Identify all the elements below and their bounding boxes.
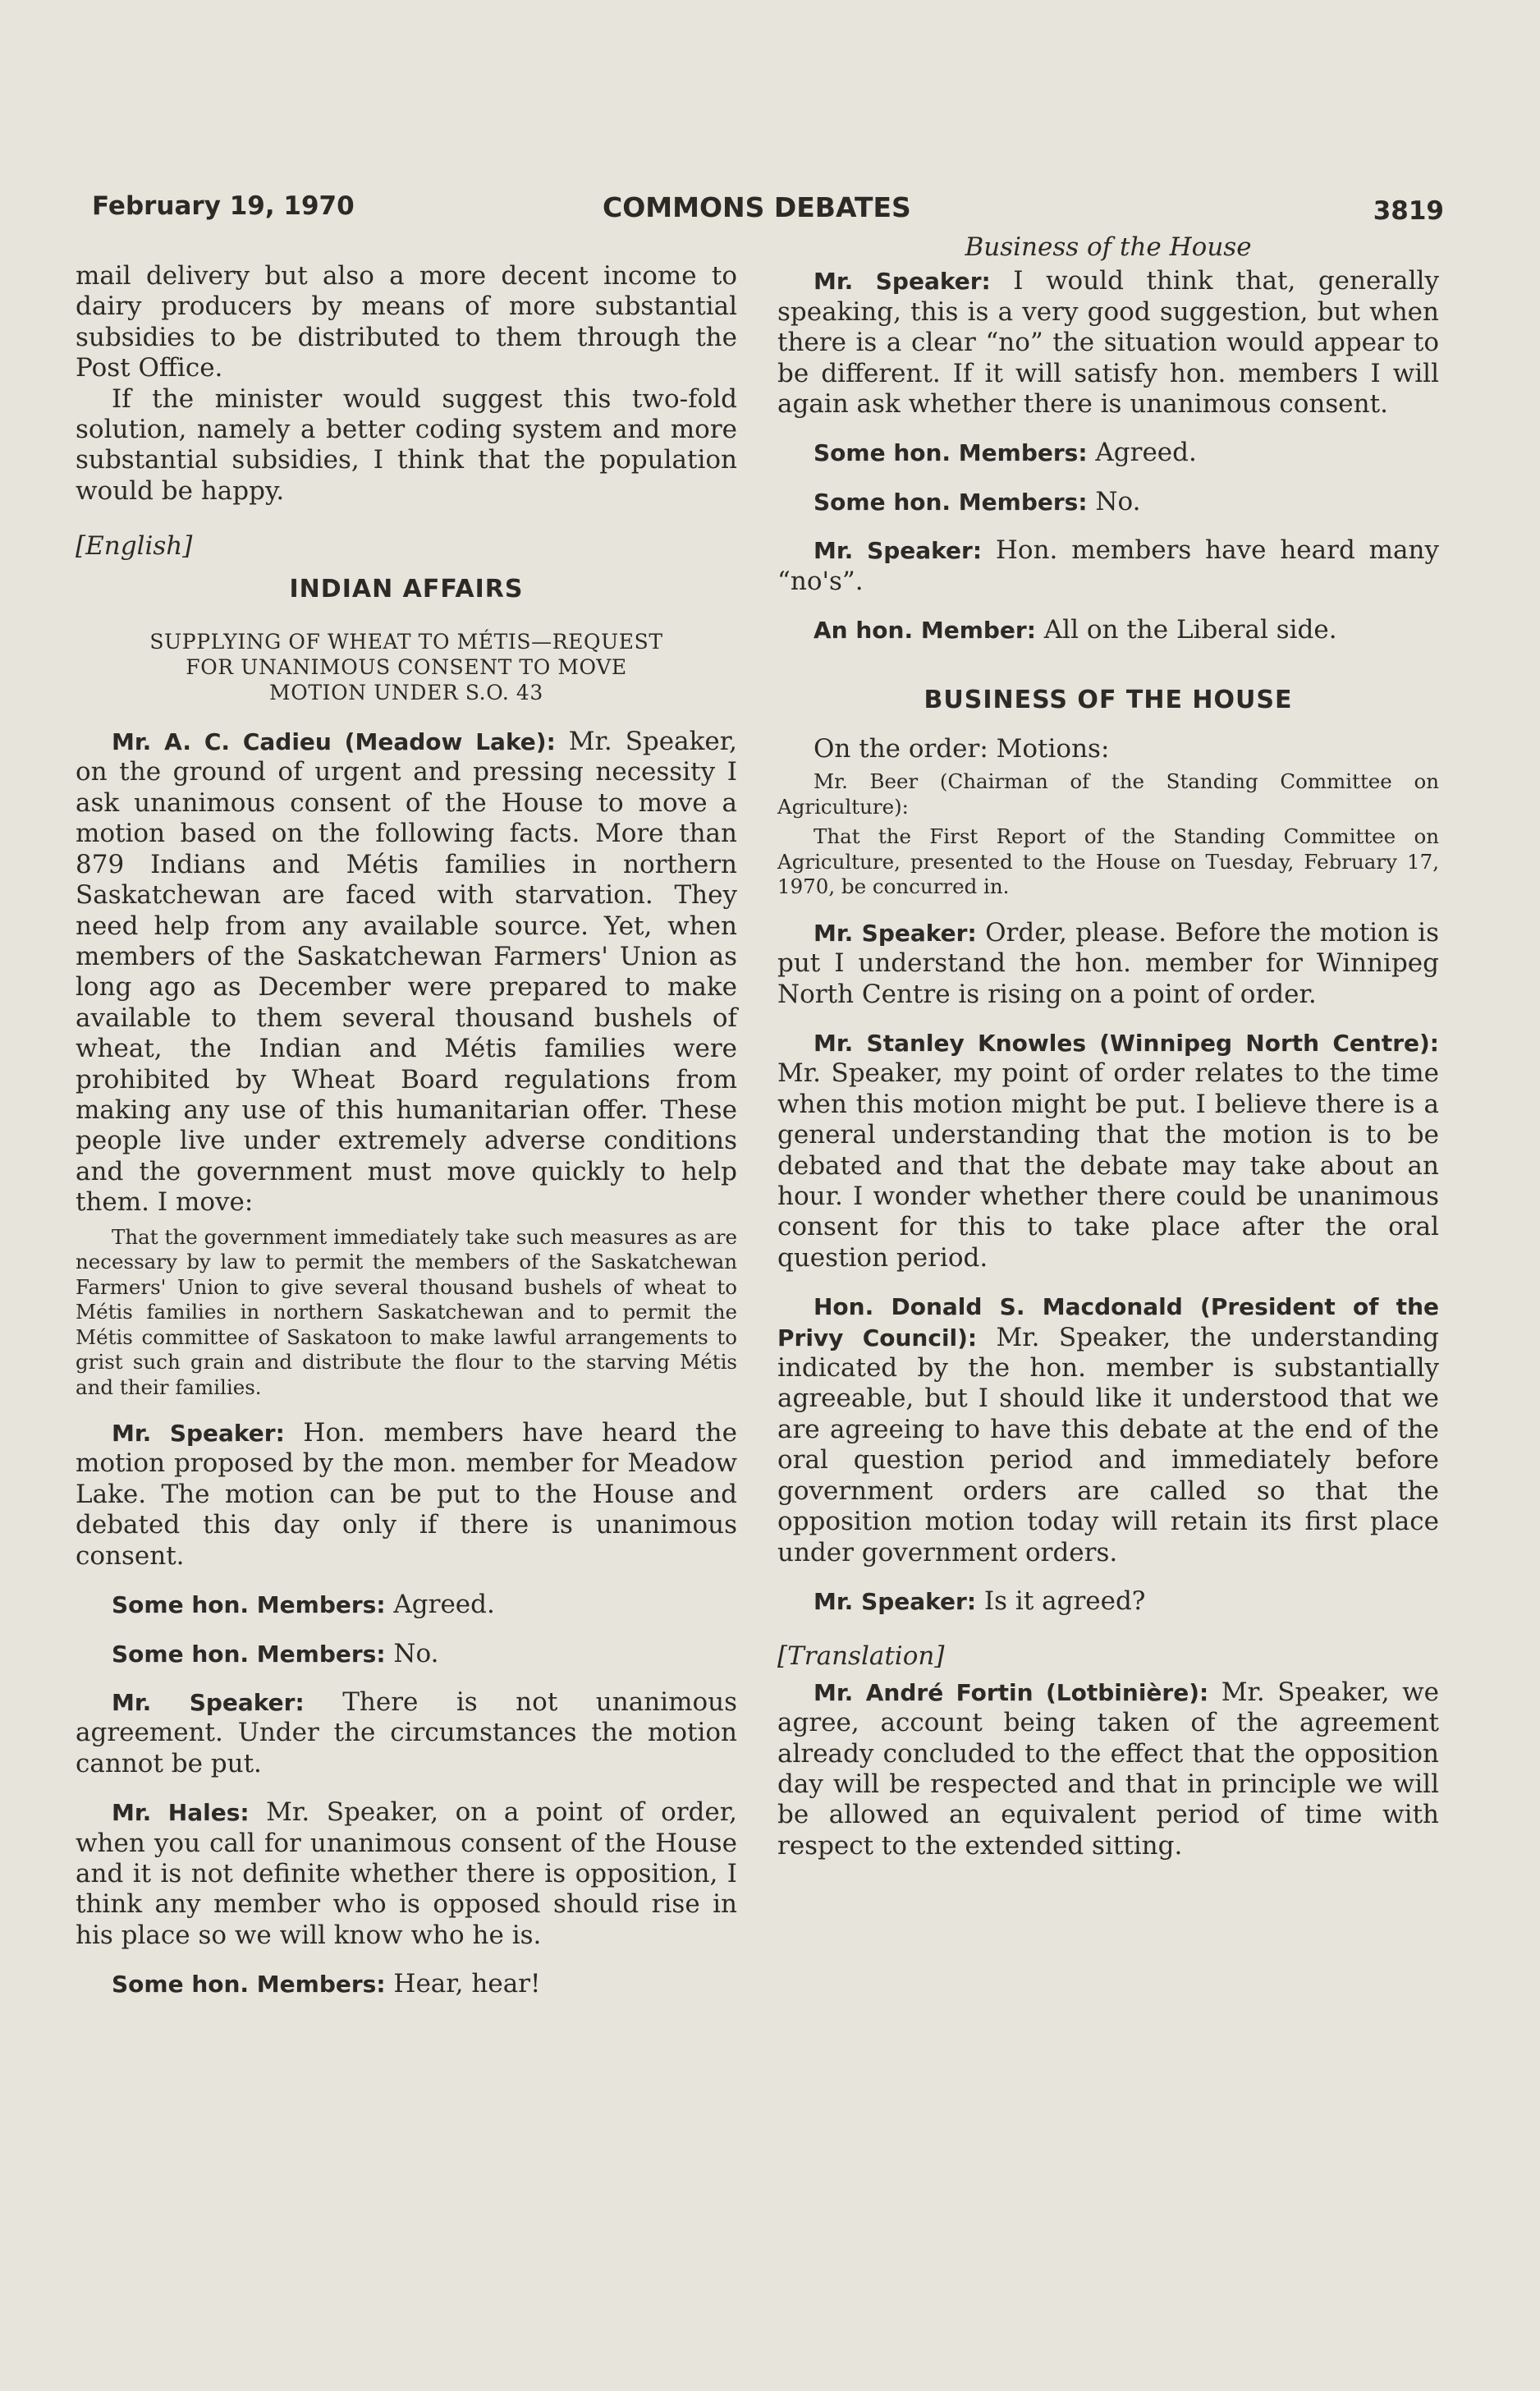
speaker-name: Some hon. Members: <box>112 1971 386 1999</box>
speaker-name: Some hon. Members: <box>814 439 1088 467</box>
speech <box>777 438 1439 468</box>
speaker-name: Mr. André Fortin (Lotbinière): <box>814 1678 1209 1706</box>
speech-text: Agreed. <box>1095 438 1197 468</box>
subheading-line: FOR UNANIMOUS CONSENT TO MOVE <box>186 655 627 680</box>
left-column <box>76 261 737 2000</box>
mover-line: Mr. Beer (Chairman of the Standing Committee on Agriculture): <box>777 769 1439 819</box>
speaker-name: Some hon. Members: <box>112 1640 386 1668</box>
speaker-name: Mr. Speaker: <box>814 919 977 947</box>
speech <box>76 1797 737 1951</box>
paragraph: If the minister would suggest this two-fold solution, namely a better coding system and more substantial subsidies, I think that the population would be happy. <box>76 383 737 506</box>
page-header <box>92 191 1444 227</box>
speaker-name: Hon. Donald S. Macdonald (President of the Privy Council): <box>777 1293 1439 1352</box>
speaker-name: Mr. Speaker: <box>814 1587 977 1615</box>
speech <box>76 727 737 1218</box>
speech <box>777 1586 1439 1617</box>
speaker-name: Some hon. Members: <box>112 1591 386 1619</box>
speech-text: Mr. Speaker, on a point of order, when you call for unanimous consent of the House and it is not definite whether there is opposition, I think any member who is opposed should rise in his place so we will know who he is. <box>76 1797 738 1950</box>
subheading-line: SUPPLYING OF WHEAT TO MÉTIS—REQUEST <box>149 630 663 654</box>
speech <box>777 266 1439 420</box>
header-page-number: 3819 <box>1373 196 1444 226</box>
speech <box>76 1687 737 1779</box>
speech <box>777 1292 1439 1568</box>
speaker-name: An hon. Member: <box>814 617 1036 645</box>
speaker-name: Mr. Speaker: <box>112 1420 285 1448</box>
speech <box>777 615 1439 645</box>
speaker-name: Mr. A. C. Cadieu (Meadow Lake): <box>112 728 556 756</box>
speech-text: Order, please. Before the motion is put I understand the hon. member for Winnipeg North Centre is rising on a point of order. <box>777 917 1439 1009</box>
speech-text: Hon. members have heard the motion proposed by the mon. member for Meadow Lake. The motion can be put to the House and debated this day only if there is unanimous consent. <box>76 1418 737 1571</box>
speech <box>777 487 1439 517</box>
speech <box>777 535 1439 597</box>
speech-text: Mr. Speaker, the understanding indicated by the hon. member is substantially agreeable, but I should like it understood that we are agreeing to have this debate at the end of the oral question period and immediately before government orders are called so that the opposition motion today will retain its first place under government orders. <box>777 1322 1440 1567</box>
speech <box>76 1418 737 1572</box>
section-heading: INDIAN AFFAIRS <box>289 574 524 603</box>
speech <box>777 918 1439 1010</box>
speech <box>777 1028 1439 1274</box>
speech-text: Hon. members have heard many “no's”. <box>777 535 1439 596</box>
speech-text: There is not unanimous agreement. Under the circumstances the motion cannot be put. <box>76 1687 738 1778</box>
speech-text: No. <box>393 1638 439 1668</box>
speaker-name: Mr. Stanley Knowles (Winnipeg North Centre): <box>814 1030 1439 1057</box>
speech-text: Agreed. <box>393 1590 495 1620</box>
speaker-name: Mr. Speaker: <box>814 537 983 565</box>
motion-quote: That the First Report of the Standing Committee on Agriculture, presented to the House on Tuesday, February 17, 1970, be concurred in. <box>777 824 1439 899</box>
subheading-line: MOTION UNDER S.O. 43 <box>269 681 543 705</box>
header-title: COMMONS DEBATES <box>603 191 911 223</box>
speech-text: All on the Liberal side. <box>1043 615 1337 645</box>
language-marker: [English] <box>76 531 193 562</box>
paragraph: mail delivery but also a more decent income to dairy producers by means of more substantial subsidies to be distributed to them through the Post Office. <box>76 261 737 383</box>
header-date: February 19, 1970 <box>92 191 355 221</box>
subheading <box>76 629 737 705</box>
right-column <box>777 232 1439 1861</box>
speaker-name: Mr. Speaker: <box>112 1688 305 1716</box>
running-head: Business of the House <box>965 232 1252 262</box>
speech-text: Mr. Speaker, we agree, account being taken of the agreement already concluded to the effect that the opposition day will be respected and that in principle we will be allowed an equivalent period of time with respect to the extended sitting. <box>777 1677 1439 1861</box>
order-line: On the order: Motions: <box>814 733 1110 764</box>
speech-text: Mr. Speaker, on the ground of urgent and pressing necessity I ask unanimous consent of the House to move a motion based on the following facts. More than 879 Indians and Métis families in northern Saskatchewan are faced with starvation. They need help from any available source. Yet, when members of the Saskatchewan Farmers' Union as long ago as December were prepared to make available to them several thousand bushels of wheat, the Indian and Métis families were prohibited by Wheat Board regulations from making any use of this humanitarian offer. These people live under extremely adverse conditions and the government must move quickly to help them. I move: <box>76 727 738 1218</box>
section-heading: BUSINESS OF THE HOUSE <box>924 686 1293 715</box>
motion-quote: That the government immediately take such measures as are necessary by law to permit the members of the Saskatchewan Farmers' Union to give several thousand bushels of wheat to Métis families in northern Saskatchewan and to permit the Métis committee of Saskatoon to make lawful arrangements to grist such grain and distribute the flour to the starving Métis and their families. <box>76 1224 737 1399</box>
speech-text: No. <box>1095 486 1141 516</box>
speech <box>76 1590 737 1620</box>
speaker-name: Mr. Speaker: <box>814 268 991 296</box>
language-marker: [Translation] <box>777 1641 945 1672</box>
speech-text: Mr. Speaker, my point of order relates to the time when this motion might be put. I believe there is a general understanding that the motion is to be debated and that the debate may take about an hour. I wonder whether there could be unanimous consent for this to take place after the oral question period. <box>777 1058 1439 1273</box>
speaker-name: Some hon. Members: <box>814 488 1088 516</box>
speech <box>777 1677 1439 1861</box>
speech <box>76 1639 737 1669</box>
speech-text: Is it agreed? <box>983 1586 1146 1616</box>
speech-text: Hear, hear! <box>393 1969 541 1999</box>
speaker-name: Mr. Hales: <box>112 1799 250 1827</box>
speech-text: I would think that, generally speaking, this is a very good suggestion, but when there is a clear “no” the situation would appear to be different. If it will satisfy hon. members I will again ask whether there is unanimous consent. <box>777 266 1439 420</box>
speech <box>76 1969 737 1999</box>
